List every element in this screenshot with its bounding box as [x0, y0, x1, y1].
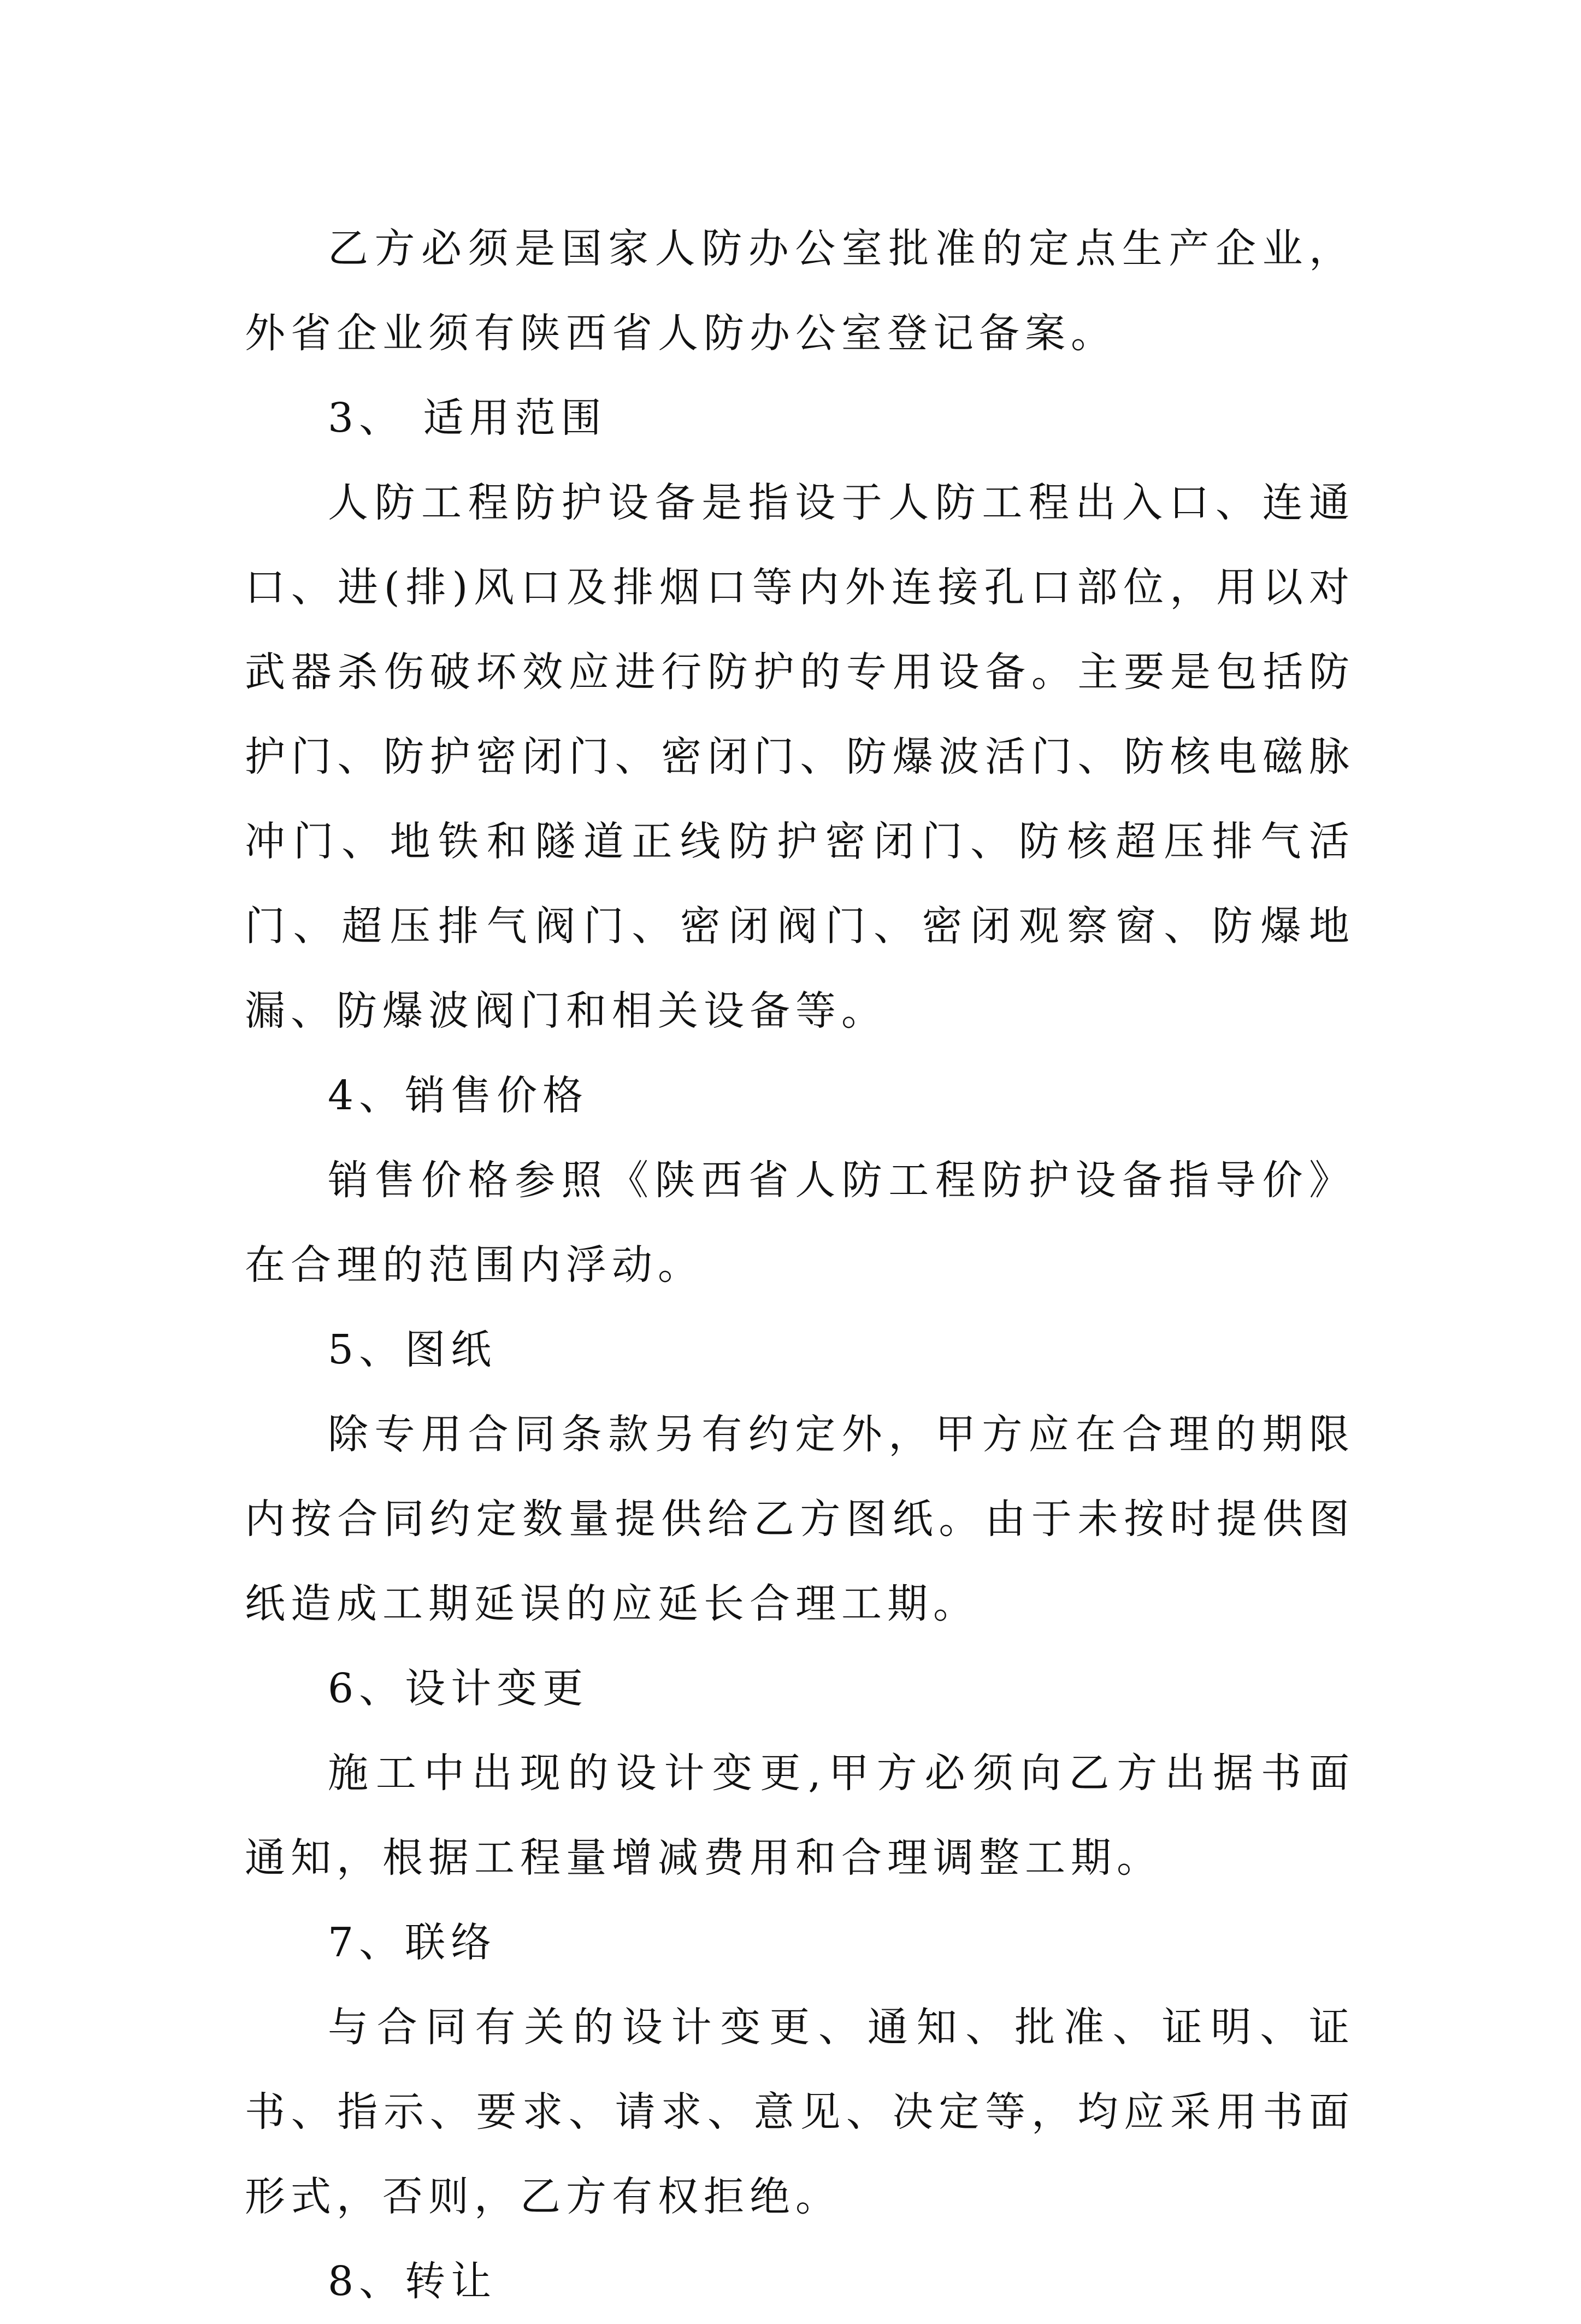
- document-body: [245, 207, 1355, 2324]
- paragraph-qualification: 乙方必须是国家人防办公室批准的定点生产企业，外省企业须有陕西省人防办公室登记备案。: [245, 225, 1355, 357]
- heading-price: 4、销售价格: [328, 1072, 589, 1119]
- paragraph-drawings: 除专用合同条款另有约定外，甲方应在合理的期限内按合同约定数量提供给乙方图纸。由于未按时提供图纸造成工期延误的应延长合理工期。: [245, 1411, 1355, 1627]
- paragraph-design-change: 施工中出现的设计变更,甲方必须向乙方出据书面通知，根据工程量增减费用和合理调整工期。: [245, 1750, 1355, 1881]
- paragraph-contact: 与合同有关的设计变更、通知、批准、证明、证书、指示、要求、请求、意见、决定等，均应采用书面形式，否则，乙方有权拒绝。: [245, 2004, 1355, 2220]
- paragraph-scope: 人防工程防护设备是指设于人防工程出入口、连通口、进(排)风口及排烟口等内外连接孔口部位，用以对武器杀伤破坏效应进行防护的专用设备。主要是包括防护门、防护密闭门、密闭门、防爆波活门、防核电磁脉冲门、地铁和隧道正线防护密闭门、防核超压排气活门、超压排气阀门、密闭阀门、密闭观察窗、防爆地漏、防爆波阀门和相关设备等。: [245, 479, 1355, 1034]
- heading-drawings: 5、图纸: [328, 1326, 497, 1373]
- heading-transfer: 8、转让: [328, 2258, 497, 2305]
- heading-contact: 7、联络: [328, 1919, 497, 1966]
- heading-scope: 3、 适用范围: [328, 395, 607, 442]
- heading-design-change: 6、设计变更: [328, 1665, 589, 1712]
- paragraph-price: 销售价格参照《陕西省人防工程防护设备指导价》在合理的范围内浮动。: [245, 1157, 1355, 1289]
